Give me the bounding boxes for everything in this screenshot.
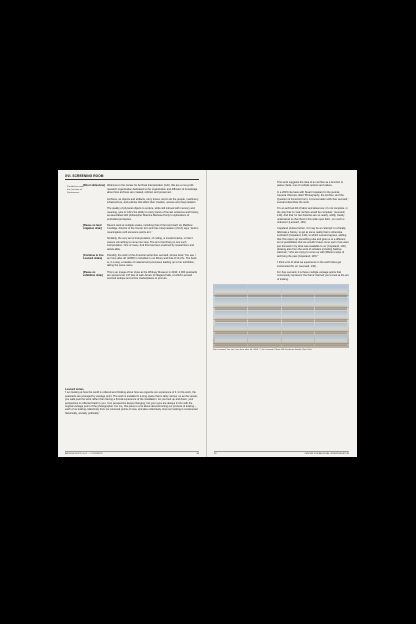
footer-title: ARCHIVE BOOK Vol 2 — CONTENTS (65, 453, 103, 455)
row-text: Archives, as objects and artifacts, carry traces, tied to do the people, machinery, infrastructure, and policies that affect their creation, access and interpretation. (107, 197, 199, 205)
paragraph: For Zoe Leonard, it is these multiple vantage points that consciously represent 'the frame' that led you to look at the act of looking. (277, 270, 349, 281)
footer-title: CENTER FOR ARCHIVAL INTERPRETATION (304, 453, 349, 455)
paragraph: 'It's an archival bill of labor and absences; it's not complete, in the way that no 'real' archive would be complete.' (Leonard, 140). And that 'no two histories are so nearly, wildly, clearly understood so that there's this wide open field - so much is unknown' (Leonard, 149). (277, 207, 348, 225)
paragraph: In a 2015 interview with Stuart Copeland in the journal, Camera Obscura, titled 'Photography, the Archive, and the Question of Feminist Form: A Conversation with Zoe Leonard,' Leonard describes the work. (277, 190, 349, 205)
paragraph: This work suggests the idea of an archive as a function or passe (Jetta, one of multiple options and values. (277, 181, 344, 188)
text-row (83, 224, 199, 234)
quote-block (65, 388, 199, 415)
left-body (83, 184, 199, 280)
right-footer (214, 451, 349, 455)
paragraph: Copeland probes further, if it may be an 'attempt' to critically fabricate a history, to get at some reality that is otherwise excluded' (Copeland, 140), to which Leonard agrees, adding that 'this opens up something else and gets us to a different set of possibilities that we wouldn't have come upon if we were just focused in by what was available to us' (Copeland, 146), drawing also from the work of scholars including Saidiya Hartman,* who are trying to come up with different ways of archiving the past (Copeland, 145).* (277, 227, 349, 258)
left-footer (65, 451, 199, 455)
page-number: 89 (214, 453, 217, 455)
section-title: XVI. SCREENING ROOM (65, 175, 199, 180)
row-label (83, 198, 107, 205)
right-page (207, 170, 356, 457)
row-label: [Continue to Zoe Leonard slides] (83, 253, 104, 261)
row-label: [Short slideshow] (83, 184, 105, 188)
paragraph: 'I think a lot of what we experience in the world does get constructed for us' (Leonard, 149). (277, 261, 342, 268)
text-row (83, 198, 199, 205)
row-label (83, 237, 107, 251)
photo-caption: Zoe Leonard, You see I am here after all, 2008. © the Leonard. Photo: Bill Jacobson Studio, New York. (213, 349, 313, 352)
page-number: 88 (196, 453, 199, 455)
row-text: Welcome to the Center for Archival Interpretation (CAI). We are a non-profit research organization dedicated to the organization and diffusion of knowledge about how archives are created, utilized, and preserved. (107, 184, 198, 195)
row-label (83, 207, 107, 221)
row-text: Possibly, the work of the American artist Zoe Leonard, whose book 'You see I am here after all' (2008)' is included in our library and that of CLUI's. The book is, in a way, a treatise of material and processes leading up to her exhibition, taking the same name. (107, 253, 197, 268)
text-row (83, 237, 199, 251)
quote-label: Leonard writes, (65, 388, 85, 391)
right-body (277, 181, 349, 281)
row-text: The quality of physical objects to endure, while still imbued with memory and meaning, give to CAI's the ability to carry traces of human existence and history, as associated with philosopher Maurice Merleau-Ponty's explorations of embodied perception. (107, 207, 199, 221)
text-row (83, 207, 199, 221)
text-row (83, 271, 199, 281)
row-text: Similarly, the very act of interpretation, of culling, is transformative, in that it causes something to come into view. The act of archiving is one such interpretation. One of many. And this has been explored by researchers and artists alike. (107, 237, 194, 251)
row-label: [Pause on land irrigation slide] (83, 224, 102, 231)
quote-text: 'I am looking at how the world is ordered and thinking about how we organize our experience of it. In this work, the postcards are arranged by vantage point. The work is installed in a long space that is fairly narrow, so as the viewer, you walk past the work rather than having a frontal experience of the installation. As you look up and down, your perspective is reflected back to you. Your perspective keeps changing, but your eyes are always in line with the original vantage point of the photographer. For me, this piece is a lot about deconstructing our process of looking – each of us looking collectively from our personal points of view, and also collectively. How our looking is constructed historically, socially, politically.' (65, 391, 198, 415)
exhibition-photo (213, 284, 349, 348)
left-page (58, 170, 207, 457)
book-spread (58, 170, 357, 457)
row-text: Recent work at multiple scales, including that of the land itself. As Matthew Coolidge, director of the Center for Land Use Interpretation (CLUI) says, 'land is meaningless until someone points at it.' (107, 224, 199, 234)
row-label: [Pause on exhibition slide] (83, 270, 103, 277)
row-text: This is an image of her show at the Whitney Museum in 2010. 4,000 postcards are spread over 147 feet of wall. All are of Niagara Falls, of which Leonard sourced antique and online marketplaces to procure. (107, 270, 198, 281)
text-row (83, 254, 199, 268)
vertical-running-text: The Archive and the Question of Permanence (67, 186, 83, 194)
text-row (83, 184, 199, 194)
